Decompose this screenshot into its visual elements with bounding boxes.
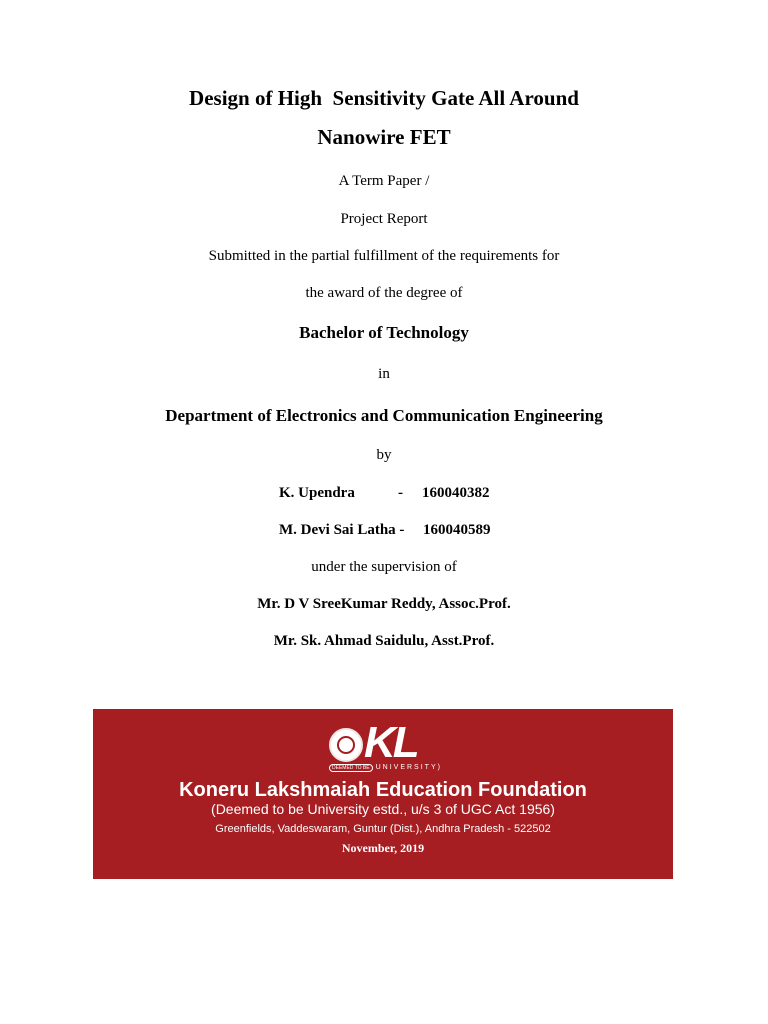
- supervisor-1: Mr. D V SreeKumar Reddy, Assoc.Prof.: [257, 596, 511, 612]
- report-title-line-1: Design of High Sensitivity Gate All Around: [189, 86, 579, 110]
- department-name: Department of Electronics and Communication Engineering: [165, 406, 603, 425]
- student-separator: -: [398, 485, 403, 501]
- submission-line-2: the award of the degree of: [305, 285, 463, 301]
- report-title-line-2: Nanowire FET: [317, 125, 451, 149]
- student-id: 160040382: [422, 485, 490, 501]
- kl-logo: KL: [364, 718, 417, 767]
- by-text: by: [376, 447, 392, 463]
- supervisor-2: Mr. Sk. Ahmad Saidulu, Asst.Prof.: [273, 633, 495, 649]
- supervision-label: under the supervision of: [311, 559, 457, 575]
- submission-date: November, 2019: [341, 841, 425, 855]
- logo-university-caption: DEEMED TO BE UNIVERSITY): [329, 764, 442, 771]
- student-id: 160040589: [423, 522, 491, 538]
- organization-name: Koneru Lakshmaiah Education Foundation: [179, 779, 587, 801]
- in-text: in: [378, 366, 390, 382]
- university-address: Greenfields, Vaddeswaram, Guntur (Dist.), Andhra Pradesh - 522502: [215, 823, 551, 835]
- student-name: K. Upendra: [279, 485, 355, 501]
- student-name: M. Devi Sai Latha -: [279, 522, 405, 538]
- paper-type-line-1: A Term Paper /: [338, 173, 430, 189]
- submission-line-1: Submitted in the partial fulfillment of the requirements for: [208, 248, 560, 264]
- degree-name: Bachelor of Technology: [299, 323, 469, 342]
- deemed-university-note: (Deemed to be University estd., u/s 3 of UGC Act 1956): [211, 801, 555, 817]
- paper-type-line-2: Project Report: [340, 211, 428, 227]
- university-banner: [93, 709, 673, 879]
- university-seal-icon: [329, 728, 363, 762]
